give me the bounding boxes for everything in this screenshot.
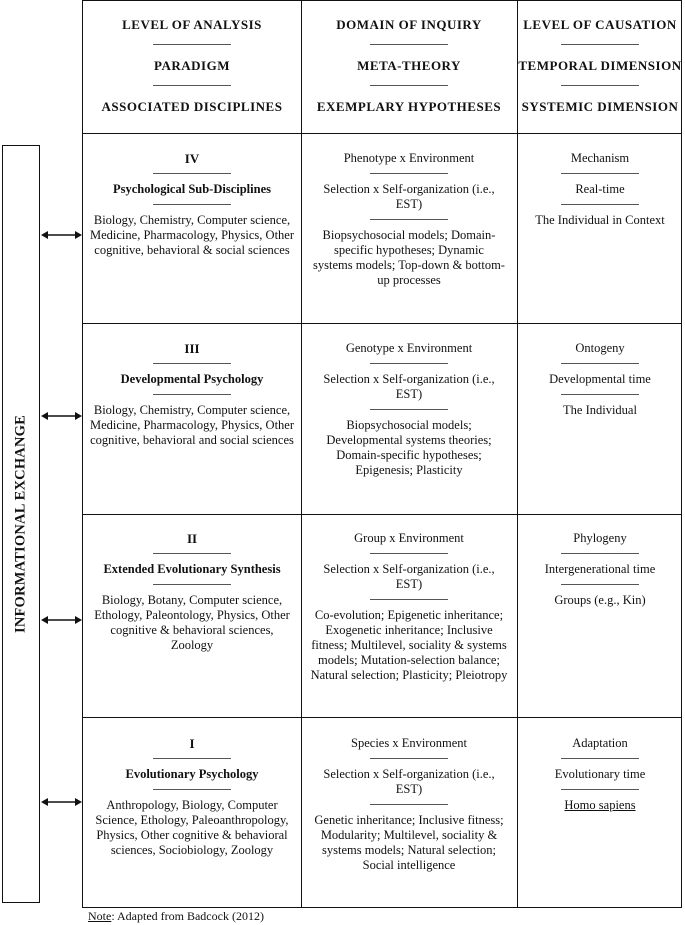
row-causation-cell (517, 151, 683, 228)
paradigm-name: Developmental Psychology (120, 372, 264, 386)
row-causation-cell (517, 341, 683, 418)
row-domain-cell (301, 151, 517, 288)
associated-disciplines: Anthropology, Biology, Computer Science, Ethology, Paleoanthropology, Physics, Other cognitive & behavioral sciences, Sociobiology, Zoology (95, 798, 289, 857)
double-arrow-icon (41, 410, 82, 422)
double-arrow-icon (41, 614, 82, 626)
row-level-cell (83, 151, 301, 258)
meta-theory: Selection x Self-organization (i.e., EST) (323, 372, 495, 401)
level-of-causation: Ontogeny (575, 341, 625, 355)
header-meta-theory: META-THEORY (357, 58, 461, 73)
levels-of-analysis-table (82, 0, 682, 908)
temporal-dimension: Intergenerational time (544, 562, 656, 576)
row-causation-cell (517, 736, 683, 813)
row-causation-cell (517, 531, 683, 608)
informational-exchange-sidebar (2, 145, 40, 903)
associated-disciplines: Biology, Botany, Computer science, Ethology, Paleontology, Physics, Other cognitive & behavioral sciences, Zoology (94, 593, 290, 652)
domain-of-inquiry: Group x Environment (354, 531, 464, 545)
systemic-dimension: The Individual (563, 403, 637, 417)
sidebar-label: INFORMATIONAL EXCHANGE (12, 414, 29, 634)
associated-disciplines: Biology, Chemistry, Computer science, Medicine, Pharmacology, Physics, Other cognitive, behavioral and social sciences (90, 403, 295, 447)
paradigm-name: Evolutionary Psychology (125, 767, 259, 781)
exemplary-hypotheses: Genetic inheritance; Inclusive fitness; Modularity; Multilevel, sociality & systems models; Natural selection; Social intelligence (314, 813, 504, 872)
note-label: Note (88, 909, 112, 923)
temporal-dimension: Developmental time (549, 372, 651, 386)
table-note (88, 909, 264, 924)
row-level-cell (83, 531, 301, 653)
row-domain-cell (301, 531, 517, 683)
systemic-dimension: Groups (e.g., Kin) (554, 593, 646, 607)
temporal-dimension: Real-time (575, 182, 625, 196)
row-domain-cell (301, 736, 517, 873)
systemic-dimension: The Individual in Context (535, 213, 665, 227)
header-temporal-dimension: TEMPORAL DIMENSION (518, 58, 682, 73)
level-of-causation: Mechanism (570, 151, 630, 165)
paradigm-name: Psychological Sub-Disciplines (112, 182, 271, 196)
header-level-of-analysis: LEVEL OF ANALYSIS (122, 17, 262, 32)
meta-theory: Selection x Self-organization (i.e., EST) (323, 182, 495, 211)
associated-disciplines: Biology, Chemistry, Computer science, Medicine, Pharmacology, Physics, Other cognitive, behavioral & social sciences (90, 213, 295, 257)
systemic-dimension: Homo sapiens (564, 798, 636, 812)
header-cell-level-of-causation (517, 17, 683, 114)
domain-of-inquiry: Phenotype x Environment (343, 151, 475, 165)
row-domain-cell (301, 341, 517, 478)
header-domain-of-inquiry: DOMAIN OF INQUIRY (336, 17, 482, 32)
meta-theory: Selection x Self-organization (i.e., EST) (323, 767, 495, 796)
header-paradigm: PARADIGM (154, 58, 230, 73)
double-arrow-icon (41, 229, 82, 241)
temporal-dimension: Evolutionary time (554, 767, 646, 781)
exemplary-hypotheses: Biopsychosocial models; Developmental systems theories; Domain-specific hypotheses; Epigenesis; Plasticity (326, 418, 492, 477)
level-numeral: III (184, 341, 200, 356)
exemplary-hypotheses: Co-evolution; Epigenetic inheritance; Exogenetic inheritance; Inclusive fitness; Multilevel, sociality & systems models; Mutation-selection balance; Natural selection; Plasticity; Pleiotropy (310, 608, 508, 682)
level-numeral: II (186, 531, 198, 546)
note-text: : Adapted from Badcock (2012) (111, 909, 264, 923)
double-arrow-icon (41, 796, 82, 808)
exemplary-hypotheses: Biopsychosocial models; Domain-specific hypotheses; Dynamic systems models; Top-down & bottom-up processes (313, 228, 505, 287)
header-exemplary-hypotheses: EXEMPLARY HYPOTHESES (316, 99, 502, 114)
paradigm-name: Extended Evolutionary Synthesis (103, 562, 281, 576)
level-of-causation: Adaptation (572, 736, 628, 750)
level-numeral: I (189, 736, 195, 751)
domain-of-inquiry: Genotype x Environment (345, 341, 473, 355)
row-level-cell (83, 736, 301, 858)
header-cell-domain-of-inquiry (301, 17, 517, 114)
header-associated-disciplines: ASSOCIATED DISCIPLINES (101, 99, 283, 114)
domain-of-inquiry: Species x Environment (351, 736, 467, 750)
header-level-of-causation: LEVEL OF CAUSATION (523, 17, 677, 32)
row-level-cell (83, 341, 301, 448)
level-of-causation: Phylogeny (573, 531, 627, 545)
header-cell-level-of-analysis (83, 17, 301, 114)
level-numeral: IV (184, 151, 200, 166)
meta-theory: Selection x Self-organization (i.e., EST) (323, 562, 495, 591)
header-systemic-dimension: SYSTEMIC DIMENSION (521, 99, 679, 114)
